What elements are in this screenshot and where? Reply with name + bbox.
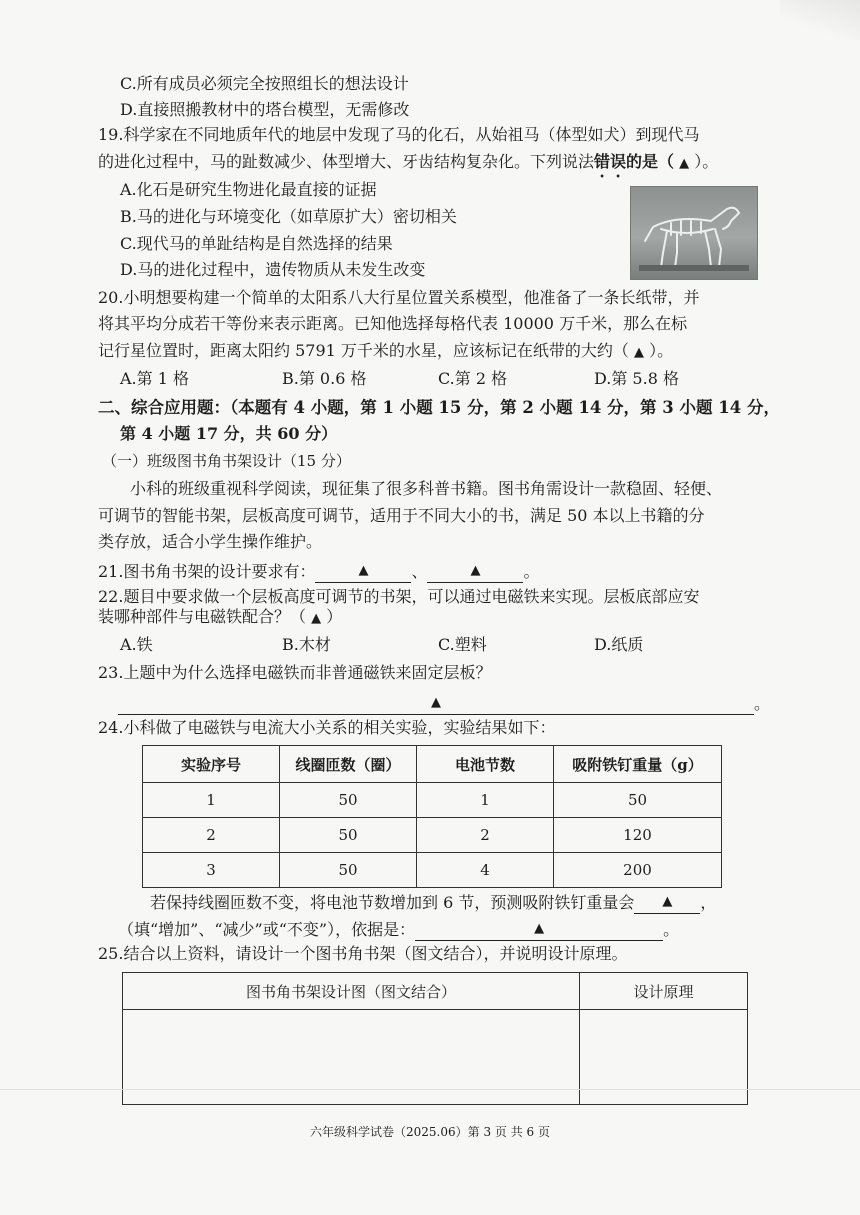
q21-line: [98, 558, 539, 583]
q22-text: 装哪种部件与电磁铁配合？（: [98, 607, 307, 626]
q23-stem: 23.上题中为什么选择电磁铁而非普通磁铁来固定层板？: [98, 663, 492, 682]
experiment-table: [142, 745, 722, 888]
q24-followup-line1: [150, 889, 716, 914]
q19-text: 的进化过程中，马的趾数减少、体型增大、牙齿结构复杂化。下列说法: [98, 152, 595, 171]
q22-stem-line2: [98, 606, 342, 630]
q24-followup-end: 。: [663, 920, 680, 939]
table-header-row: [143, 746, 722, 783]
q22-option-a: A.铁: [120, 635, 153, 654]
q19-option-b: B.马的进化与环境变化（如草原扩大）密切相关: [120, 207, 457, 226]
q20-stem-line2: 将其平均分成若干等份来表示距离。已知他选择每格代表 10000 万千米，那么在标: [98, 314, 688, 333]
intro-line3: 类存放，适合小学生操作维护。: [98, 532, 323, 551]
table-header-cell: 设计原理: [580, 973, 748, 1010]
q24-stem: 24.小科做了电磁铁与电流大小关系的相关实验，实验结果如下：: [98, 718, 556, 737]
table-cell: 50: [280, 783, 417, 818]
table-row: [123, 1010, 748, 1105]
q24-blank-2[interactable]: [415, 916, 663, 941]
q21-blank-2[interactable]: [427, 558, 523, 583]
design-table: [122, 972, 748, 1105]
answer-mark: ▲: [470, 563, 481, 578]
design-drawing-cell[interactable]: [123, 1010, 580, 1105]
q20-option-c: C.第 2 格: [438, 369, 508, 388]
q21-separator: 、: [411, 562, 428, 581]
q21-blank-1[interactable]: [315, 558, 411, 583]
option-c-prev: C.所有成员必须完全按照组长的想法设计: [120, 74, 409, 93]
answer-mark: ▲: [534, 921, 545, 936]
answer-mark: ▲: [634, 345, 644, 360]
q21-text: 21.图书角书架的设计要求有：: [98, 562, 316, 581]
q22-option-c: C.塑料: [438, 635, 487, 654]
section-2-heading-line2: 第 4 小题 17 分，共 60 分）: [120, 424, 338, 443]
q22-text-end: ）: [326, 607, 343, 626]
q19-option-d: D.马的进化过程中，遗传物质从未发生改变: [120, 260, 426, 279]
table-cell: 120: [554, 818, 722, 853]
q20-option-d: D.第 5.8 格: [594, 369, 679, 388]
answer-mark: ▲: [358, 563, 369, 578]
answer-mark: ▲: [311, 611, 322, 626]
q19-emphasis: 错误: [594, 152, 627, 171]
divider: [0, 1089, 860, 1090]
intro-line1: 小科的班级重视科学阅读，现征集了很多科普书籍。图书角需设计一款稳固、轻便、: [130, 479, 723, 498]
q20-stem-line3: [98, 340, 673, 364]
q21-end: 。: [523, 562, 540, 581]
q19-stem-line1: 19.科学家在不同地质年代的地层中发现了马的化石，从始祖马（体型如犬）到现代马: [98, 125, 700, 144]
q20-text-end: ）。: [649, 341, 674, 360]
table-cell: 3: [143, 853, 280, 888]
q25-stem: 25.结合以上资料，请设计一个图书角书架（图文结合），并说明设计原理。: [98, 944, 628, 963]
section-2-heading-line1: 二、综合应用题：（本题有 4 小题，第 1 小题 15 分，第 2 小题 14 分，第 3 小题 14 分，: [98, 398, 780, 417]
q19-option-a: A.化石是研究生物进化最直接的证据: [120, 180, 377, 199]
q19-text-post: 的是（: [626, 152, 675, 171]
q22-option-b: B.木材: [282, 635, 331, 654]
q22-option-d: D.纸质: [594, 635, 644, 654]
q20-option-b: B.第 0.6 格: [282, 369, 367, 388]
table-header-row: [123, 973, 748, 1010]
q20-text: 记行星位置时，距离太阳约 5791 万千米的水星，应该标记在纸带的大约（: [98, 341, 629, 360]
design-principle-cell[interactable]: [580, 1010, 748, 1105]
q20-stem-line1: 20.小明想要构建一个简单的太阳系八大行星位置关系模型，他准备了一条长纸带，并: [98, 288, 700, 307]
answer-mark: ▲: [431, 695, 441, 710]
option-d-prev: D.直接照搬教材中的塔台模型，无需修改: [120, 100, 410, 119]
table-cell: 50: [280, 853, 417, 888]
table-header-cell: 图书角书架设计图（图文结合）: [123, 973, 580, 1010]
q24-followup-text: 若保持线圈匝数不变，将电池节数增加到 6 节，预测吸附铁钉重量会: [150, 893, 635, 912]
table-header-cell: 实验序号: [143, 746, 280, 783]
table-cell: 50: [280, 818, 417, 853]
page-corner-shadow: [780, 0, 860, 40]
table-row: [143, 783, 722, 818]
table-row: [143, 818, 722, 853]
q24-followup-end: ，: [700, 893, 717, 912]
table-header-cell: 线圈匝数（圈）: [280, 746, 417, 783]
q19-stem-line2: [98, 151, 718, 181]
subsection-1-title: （一）班级图书角书架设计（15 分）: [102, 452, 351, 470]
q19-option-c: C.现代马的单趾结构是自然选择的结果: [120, 234, 393, 253]
q19-text-end: ）。: [694, 152, 719, 171]
table-cell: 200: [554, 853, 722, 888]
q24-followup-text: （填“增加”、“减少”或“不变”），依据是：: [118, 920, 416, 939]
q23-blank[interactable]: [118, 690, 754, 715]
q24-followup-line2: [118, 916, 679, 941]
q23-end: 。: [754, 694, 771, 713]
answer-mark: ▲: [679, 156, 690, 171]
table-row: [143, 853, 722, 888]
table-cell: 50: [554, 783, 722, 818]
table-cell: 1: [143, 783, 280, 818]
table-cell: 2: [417, 818, 554, 853]
table-header-cell: 电池节数: [417, 746, 554, 783]
table-cell: 1: [417, 783, 554, 818]
table-cell: 4: [417, 853, 554, 888]
horse-skeleton-photo: [630, 186, 758, 280]
q24-blank-1[interactable]: [634, 889, 700, 914]
q20-option-a: A.第 1 格: [120, 369, 189, 388]
page-footer: 六年级科学试卷（2025.06）第 3 页 共 6 页: [310, 1125, 550, 1139]
table-cell: 2: [143, 818, 280, 853]
answer-mark: ▲: [662, 894, 673, 909]
table-header-cell: 吸附铁钉重量（g）: [554, 746, 722, 783]
q23-answer-line: [118, 690, 770, 715]
intro-line2: 可调节的智能书架，层板高度可调节，适用于不同大小的书，满足 50 本以上书籍的分: [98, 506, 705, 525]
q22-stem-line1: 22.题目中要求做一个层板高度可调节的书架，可以通过电磁铁来实现。层板底部应安: [98, 587, 700, 606]
